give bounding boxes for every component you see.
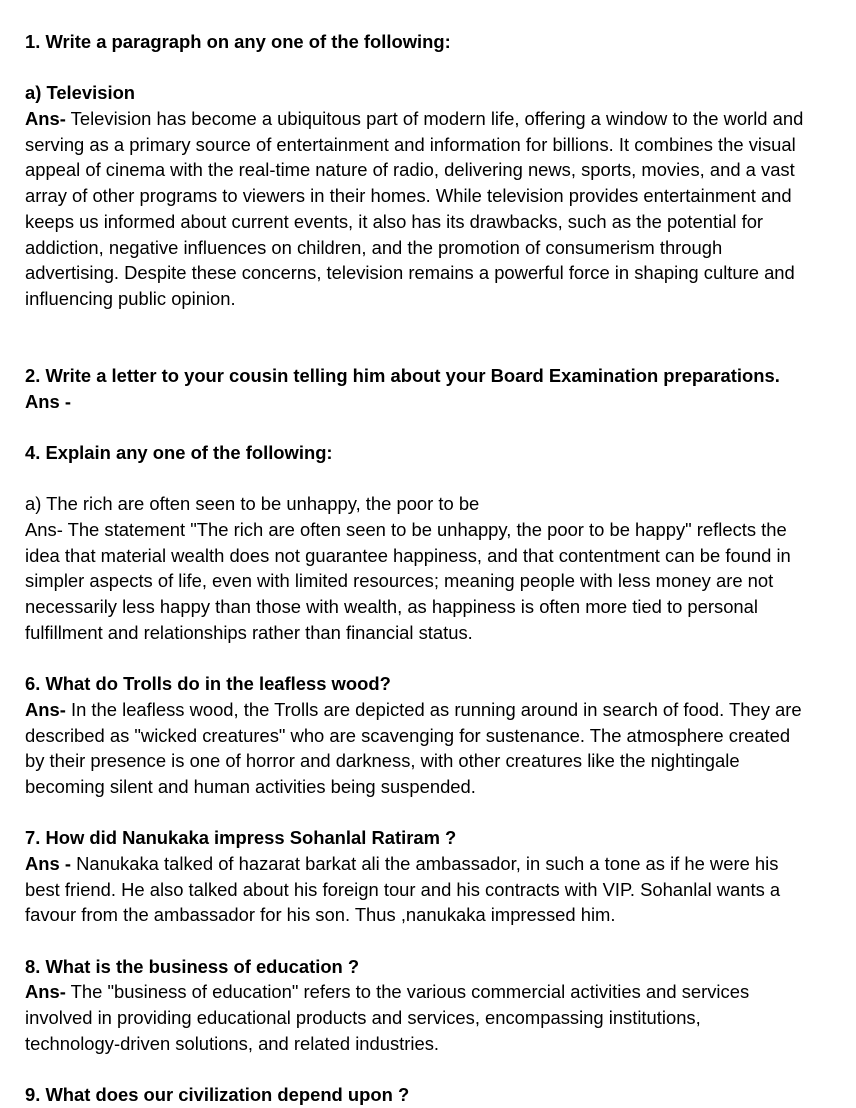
spacer xyxy=(25,928,856,954)
answer-label: Ans- xyxy=(25,981,66,1003)
answer-8-line xyxy=(25,979,856,1005)
question-1-heading: 1. Write a paragraph on any one of the following: xyxy=(25,31,451,52)
answer-8-line: involved in providing educational products and services, encompassing institutions, xyxy=(25,1007,701,1029)
spacer xyxy=(25,800,856,826)
question-4-heading: 4. Explain any one of the following: xyxy=(25,442,333,464)
answer-6-line: becoming silent and human activities being suspended. xyxy=(25,775,476,797)
answer-1-line: array of other programs to viewers in their homes. While television provides entertainment and xyxy=(25,185,792,207)
answer-text: Television has become a ubiquitous part of modern life, offering a window to the world and xyxy=(65,108,804,130)
spacer xyxy=(25,55,856,81)
answer-label: Ans- xyxy=(25,108,66,130)
answer-1-line xyxy=(25,106,856,132)
answer-1-line: advertising. Despite these concerns, television remains a powerful force in shaping culture and xyxy=(25,262,795,284)
answer-4-line: simpler aspects of life, even with limited resources; meaning people with less money are not xyxy=(25,570,774,592)
question-9-heading: 9. What does our civilization depend upon ? xyxy=(25,1084,410,1106)
answer-6-line: described as "wicked creatures" who are scavenging for sustenance. The atmosphere created xyxy=(25,724,791,746)
spacer xyxy=(25,646,856,672)
question-8-heading: 8. What is the business of education ? xyxy=(25,955,360,977)
question-4-subheading: a) The rich are often seen to be unhappy, the poor to be xyxy=(25,493,480,515)
answer-label: Ans - xyxy=(25,853,71,875)
answer-1-line: appeal of cinema with the real-time nature of radio, delivering news, sports, movies, and a vast xyxy=(25,159,795,181)
question-1-subheading: a) Television xyxy=(25,82,136,104)
answer-1-line: serving as a primary source of entertainment and information for billions. It combines the visual xyxy=(25,133,796,155)
answer-4-line: necessarily less happy than those with wealth, as happiness is often more tied to personal xyxy=(25,596,758,618)
answer-6-line: by their presence is one of horror and darkness, with other creatures like the nightingale xyxy=(25,750,740,772)
answer-text: Nanukaka talked of hazarat barkat ali the ambassador, in such a tone as if he were his xyxy=(70,853,779,875)
answer-8-line: technology-driven solutions, and related industries. xyxy=(25,1032,440,1054)
question-6-heading: 6. What do Trolls do in the leafless wood? xyxy=(25,673,391,695)
answer-label: Ans- xyxy=(25,698,66,720)
answer-7-line: favour from the ambassador for his son. Thus ,nanukaka impressed him. xyxy=(25,904,616,926)
answer-1-line: influencing public opinion. xyxy=(25,287,236,309)
answer-7-line xyxy=(25,851,856,877)
answer-2-label: Ans - xyxy=(25,390,71,412)
answer-4-line: idea that material wealth does not guarantee happiness, and that contentment can be found in xyxy=(25,544,791,566)
answer-1-line: addiction, negative influences on children, and the promotion of consumerism through xyxy=(25,236,723,258)
answer-1-line: keeps us informed about current events, it also has its drawbacks, such as the potential for xyxy=(25,210,764,232)
document-body xyxy=(25,29,856,1108)
answer-6-line xyxy=(25,697,856,723)
spacer xyxy=(25,1057,856,1083)
answer-text: The "business of education" refers to the various commercial activities and services xyxy=(65,981,750,1003)
spacer xyxy=(25,466,856,492)
answer-4-line: Ans- The statement "The rich are often seen to be unhappy, the poor to be happy" reflects the xyxy=(25,519,787,541)
spacer xyxy=(25,312,856,363)
answer-4-line: fulfillment and relationships rather than financial status. xyxy=(25,621,473,643)
question-7-heading: 7. How did Nanukaka impress Sohanlal Ratiram ? xyxy=(25,827,457,849)
answer-text: In the leafless wood, the Trolls are depicted as running around in search of food. They are xyxy=(65,698,802,720)
answer-7-line: best friend. He also talked about his foreign tour and his contracts with VIP. Sohanlal wants a xyxy=(25,878,781,900)
spacer xyxy=(25,414,856,440)
question-2-heading: 2. Write a letter to your cousin telling him about your Board Examination preparations. xyxy=(25,364,780,386)
